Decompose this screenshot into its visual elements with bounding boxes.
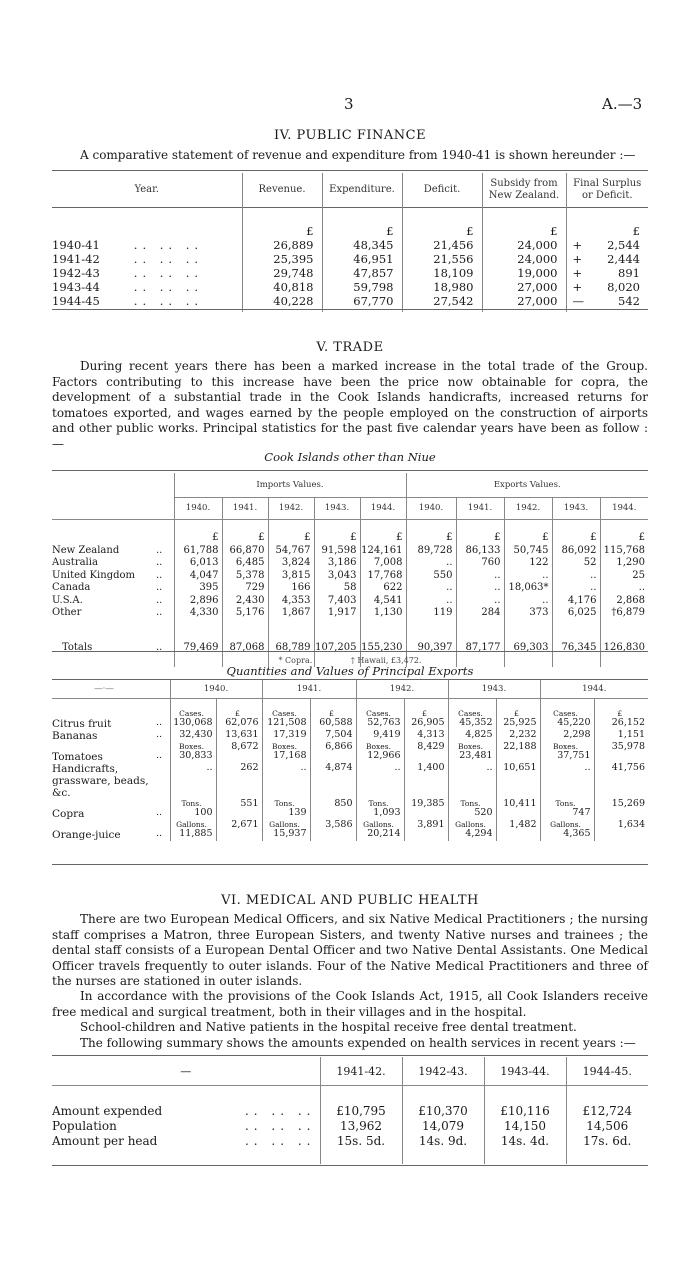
value-cell: 1,482 [496, 820, 540, 841]
export-value: 122 [504, 557, 552, 570]
col-revenue: Revenue. [242, 173, 322, 208]
quantity-cell: Boxes. 30,833 [170, 742, 216, 763]
col-final: Final Surplus or Deficit. [566, 173, 648, 208]
health-label: Amount expended [52, 1103, 163, 1118]
quantity-cell: Gallons. 4,365 [540, 820, 594, 841]
health-year-header: 1943-44. [484, 1057, 566, 1086]
currency-row: £ £ £ £ £ [52, 208, 648, 239]
export-value: 86,092 [552, 545, 600, 558]
import-value: 1,917 [314, 607, 360, 620]
value-cell: 3,891 [404, 820, 448, 841]
export-value: 115,768 [600, 545, 648, 558]
trade-row: U.S.A. .. 2,896 2,430 4,353 7,403 4,541 .. .. .. 4,176 2,868 [52, 595, 648, 608]
imports-year-header: 1941. [222, 497, 268, 519]
export-label: Handicrafts, grassware, beads, &c. [52, 762, 149, 799]
value-cell: 3,586 [310, 820, 356, 841]
table-rule [52, 170, 648, 171]
health-paragraph-1: There are two European Medical Officers, and six Native Medical Practitioners ; the nursing staff comprises a Matron, three European Sisters, and twenty Native nurses and trainees ; the dental staff consists of a European Dental Officer and two Native Dental Assistants. One Medical Officer travels frequently to outer islands. Four of the Native Medical Practitioners and three of the nurses are stationed in outer islands. [52, 912, 648, 988]
col-expenditure: Expenditure. [322, 173, 402, 208]
export-value: 550 [406, 570, 456, 583]
export-value: 18,063* [504, 582, 552, 595]
export-value: †6,879 [600, 607, 648, 620]
total-export: 126,830 [600, 632, 648, 655]
finance-row [52, 266, 648, 280]
value-cell: £ 62,076 [216, 709, 262, 730]
total-import: 87,068 [222, 632, 268, 655]
public-finance-table [52, 173, 648, 312]
subsidy-cell: 19,000 [482, 266, 566, 280]
value-cell: 7,504 [310, 730, 356, 742]
import-value: 91,598 [314, 545, 360, 558]
import-value: 5,378 [222, 570, 268, 583]
totals-label: Totals [62, 642, 93, 653]
value-cell: 4,313 [404, 730, 448, 742]
expenditure-cell: 46,951 [322, 252, 402, 266]
final-cell: — 542 [566, 294, 648, 308]
table-rule [52, 470, 648, 471]
export-value: .. [456, 595, 504, 608]
year-cell: 1941-42 .. .. .. [52, 252, 204, 266]
quantity-cell: .. [448, 763, 496, 799]
export-value: 760 [456, 557, 504, 570]
quantity-cell: Tons. 139 [262, 799, 310, 820]
import-value: 1,130 [360, 607, 406, 620]
exports-year-header: 1940. [170, 680, 262, 699]
health-value: £10,795 [320, 1104, 402, 1119]
page-number: 3 [344, 95, 354, 113]
imports-year-header: 1942. [268, 497, 314, 519]
quantity-cell: Boxes. 12,966 [356, 742, 404, 763]
quantity-cell: .. [540, 763, 594, 799]
exports-year-header: 1944. [540, 680, 648, 699]
subsidy-cell: 24,000 [482, 238, 566, 252]
value-cell: 13,631 [216, 730, 262, 742]
exports-year-header: 1941. [456, 497, 504, 519]
export-value: .. [600, 582, 648, 595]
health-value: 17s. 6d. [566, 1134, 648, 1149]
table-rule [52, 651, 648, 652]
import-value: 66,870 [222, 545, 268, 558]
year-cell: 1943-44 .. .. .. [52, 280, 204, 294]
export-row: Orange-juice .. Gallons. 11,885 2,671 Gallons. 15,937 3,586 Gallons. 20,214 3,891 Gallons. 4,294 1,482 Gallons. 4,365 1,634 [52, 820, 648, 841]
trade-row: Other .. 4,330 5,176 1,867 1,917 1,130 119 284 373 6,025 †6,879 [52, 607, 648, 620]
health-paragraph-3: School-children and Native patients in the hospital receive free dental treatment. [80, 1020, 577, 1034]
export-value: 4,176 [552, 595, 600, 608]
health-value: £10,370 [402, 1104, 484, 1119]
import-value: 4,330 [174, 607, 222, 620]
export-value: 52 [552, 557, 600, 570]
page-header [0, 95, 700, 115]
finance-row [52, 252, 648, 266]
quantity-cell: Cases. 121,508 [262, 709, 310, 730]
imports-year-header: 1940. [174, 497, 222, 519]
table-rule [52, 309, 648, 310]
import-value: 622 [360, 582, 406, 595]
value-cell: 19,385 [404, 799, 448, 820]
final-cell: + 2,444 [566, 252, 648, 266]
health-value: 14,506 [566, 1119, 648, 1134]
subsidy-cell: 27,000 [482, 294, 566, 308]
exports-header: Exports Values. [406, 473, 648, 497]
deficit-cell: 21,456 [402, 238, 482, 252]
table-rule [52, 864, 648, 865]
import-value: 6,485 [222, 557, 268, 570]
import-value: 6,013 [174, 557, 222, 570]
country-cell: U.S.A. [52, 594, 83, 606]
import-value: 17,768 [360, 570, 406, 583]
health-heading: VI. MEDICAL AND PUBLIC HEALTH [221, 893, 479, 908]
footnote-hawaii: † Hawaii, £3,472. [350, 656, 422, 665]
health-year-header: 1942-43. [402, 1057, 484, 1086]
value-cell: 8,429 [404, 742, 448, 763]
health-paragraph-2: In accordance with the provisions of the Cook Islands Act, 1915, all Cook Islanders receive free medical and surgical treatment, both in their villages and in the hospital. [52, 989, 648, 1019]
public-finance-heading: IV. PUBLIC FINANCE [273, 128, 427, 143]
total-export: 69,303 [504, 632, 552, 655]
import-value: 729 [222, 582, 268, 595]
value-cell: 1,634 [594, 820, 648, 841]
imports-year-header: 1943. [314, 497, 360, 519]
subsidy-cell: 27,000 [482, 280, 566, 294]
import-value: 7,008 [360, 557, 406, 570]
total-import: 68,789 [268, 632, 314, 655]
export-row: Copra .. Tons. 100 551 Tons. 139 850 Tons. 1,093 19,385 Tons. 520 10,411 Tons. 747 15,269 [52, 799, 648, 820]
total-import: 155,230 [360, 632, 406, 655]
revenue-cell: 25,395 [242, 252, 322, 266]
health-year-header: 1941-42. [320, 1057, 402, 1086]
value-cell: £ 25,925 [496, 709, 540, 730]
quantity-cell: Tons. 520 [448, 799, 496, 820]
import-value: 2,896 [174, 595, 222, 608]
health-label: Population [52, 1118, 117, 1133]
export-value: .. [456, 570, 504, 583]
imports-header: Imports Values. [174, 473, 406, 497]
health-value: 14s. 4d. [484, 1134, 566, 1149]
export-value: 284 [456, 607, 504, 620]
value-cell: 10,411 [496, 799, 540, 820]
import-value: 4,353 [268, 595, 314, 608]
import-value: 395 [174, 582, 222, 595]
trade-table [52, 473, 648, 667]
exports-year-header: 1941. [262, 680, 356, 699]
export-row: Citrus fruit .. Cases. 130,068 £ 62,076 Cases. 121,508 £ 60,588 Cases. 52,763 £ 26,905 Cases. 45,352 £ 25,925 Cases. 45,220 £ 26,152 [52, 709, 648, 730]
public-finance-intro: A comparative statement of revenue and expenditure from 1940-41 is shown hereunder :— [80, 148, 636, 162]
year-cell: 1940-41 .. .. .. [52, 238, 204, 252]
total-import: 107,205 [314, 632, 360, 655]
health-value: 14s. 9d. [402, 1134, 484, 1149]
value-cell: 8,672 [216, 742, 262, 763]
principal-exports-table: —·— 1940. 1941. 1942. 1943. 1944. Citrus fruit .. Cases. 130,068 £ 62,076 Cases. 121,508 £ 60,588 Cases. 52,763 £ 26,905 Cases. 45,352 £ 25,925 Cases. 45,220 £ 26,152 Bananas .. 32,430 13,631 17,319 7,504 9,419 4,313 4,825 2,232 2,298 1,151 Tomatoes .. Boxes. 30,833 8,672 Boxes. 17,168 6,866 Boxes. 12,966 8,429 Boxes. 23,481 22,188 Boxes. 37,751 35,978 Handicrafts, grassware, beads, &c. .. 262 .. 4,874 .. 1,400 .. 10,651 .. 41,756 Copra .. Tons. 100 551 Tons. 139 850 Tons. 1,093 19,385 Tons. 520 10,411 Tons. 747 15,269 Orange-juice .. Gallons. 11,885 2,671 Gallons. 15,937 3,586 Gallons. 20,214 3,891 Gallons. 4,294 1,482 Gallons. 4,365 1,634 [52, 680, 648, 841]
exports-year-header: 1942. [356, 680, 448, 699]
trade-table-title: Cook Islands other than Niue [264, 450, 436, 464]
export-value: .. [504, 570, 552, 583]
health-value: 15s. 5d. [320, 1134, 402, 1149]
quantity-cell: Cases. 52,763 [356, 709, 404, 730]
export-label: Orange-juice [52, 828, 121, 841]
quantity-cell: Gallons. 20,214 [356, 820, 404, 841]
export-value: 86,133 [456, 545, 504, 558]
quantity-cell: Boxes. 17,168 [262, 742, 310, 763]
currency-row: £ £ £ £ £ £ £ £ £ £ [52, 532, 648, 545]
import-value: 1,867 [268, 607, 314, 620]
value-cell: 10,651 [496, 763, 540, 799]
export-label: Bananas [52, 729, 98, 742]
deficit-cell: 27,542 [402, 294, 482, 308]
import-value: 4,541 [360, 595, 406, 608]
export-value: 25 [600, 570, 648, 583]
value-cell: 2,232 [496, 730, 540, 742]
export-row [52, 763, 648, 799]
exports-year-header: 1940. [406, 497, 456, 519]
health-value: £12,724 [566, 1104, 648, 1119]
country-cell: Canada [52, 582, 91, 593]
import-value: 3,824 [268, 557, 314, 570]
quantity-cell: Tons. 100 [170, 799, 216, 820]
export-value: 119 [406, 607, 456, 620]
value-cell: 6,866 [310, 742, 356, 763]
col-deficit: Deficit. [402, 173, 482, 208]
quantity-cell: Gallons. 15,937 [262, 820, 310, 841]
value-cell: £ 26,152 [594, 709, 648, 730]
page-reference: A.—3 [602, 95, 643, 113]
quantity-cell: Gallons. 4,294 [448, 820, 496, 841]
exports-table-title: Quantities and Values of Principal Exports [226, 664, 474, 678]
final-cell: + 8,020 [566, 280, 648, 294]
import-value: 5,176 [222, 607, 268, 620]
import-value: 166 [268, 582, 314, 595]
quantity-cell: 32,430 [170, 730, 216, 742]
import-value: 3,815 [268, 570, 314, 583]
export-value: 50,745 [504, 545, 552, 558]
quantity-cell: .. [170, 763, 216, 799]
trade-row: Canada .. 395 729 166 58 622 .. .. 18,063* .. .. [52, 582, 648, 595]
health-value: 14,150 [484, 1119, 566, 1134]
final-cell: + 2,544 [566, 238, 648, 252]
finance-row [52, 238, 648, 252]
revenue-cell: 40,228 [242, 294, 322, 308]
col-year: Year. [134, 184, 159, 195]
export-value: .. [552, 570, 600, 583]
quantity-cell: Cases. 130,068 [170, 709, 216, 730]
health-row: Population .. .. .. 13,962 14,079 14,150 14,506 [52, 1119, 648, 1134]
year-cell: 1942-43 .. .. .. [52, 266, 204, 280]
finance-row [52, 280, 648, 294]
export-value: .. [406, 595, 456, 608]
export-value: .. [456, 582, 504, 595]
quantity-cell: Cases. 45,352 [448, 709, 496, 730]
exports-year-header: 1942. [504, 497, 552, 519]
import-value: 124,161 [360, 545, 406, 558]
health-value: 14,079 [402, 1119, 484, 1134]
quantity-cell: Gallons. 11,885 [170, 820, 216, 841]
import-value: 3,043 [314, 570, 360, 583]
quantity-cell: 2,298 [540, 730, 594, 742]
trade-row: Australia .. 6,013 6,485 3,824 3,186 7,008 .. 760 122 52 1,290 [52, 557, 648, 570]
expenditure-cell: 59,798 [322, 280, 402, 294]
subsidy-cell: 24,000 [482, 252, 566, 266]
total-export: 76,345 [552, 632, 600, 655]
deficit-cell: 18,980 [402, 280, 482, 294]
export-label: Citrus fruit [52, 717, 112, 730]
value-cell: 4,874 [310, 763, 356, 799]
col-subsidy: Subsidy from New Zealand. [482, 173, 566, 208]
value-cell: 1,400 [404, 763, 448, 799]
country-cell: United Kingdom [52, 569, 135, 581]
table-rule [52, 1055, 648, 1056]
expenditure-cell: 67,770 [322, 294, 402, 308]
trade-row: United Kingdom .. 4,047 5,378 3,815 3,043 17,768 550 .. .. .. 25 [52, 570, 648, 583]
health-row: Amount per head .. .. .. 15s. 5d. 14s. 9d. 14s. 4d. 17s. 6d. [52, 1134, 648, 1149]
deficit-cell: 18,109 [402, 266, 482, 280]
table-rule [52, 1165, 648, 1166]
totals-row: Totals .. 79,469 87,068 68,789 107,205 155,230 90,397 87,177 69,303 76,345 126,830 [52, 632, 648, 655]
imports-year-header: 1944. [360, 497, 406, 519]
quantity-cell: Tons. 747 [540, 799, 594, 820]
import-value: 58 [314, 582, 360, 595]
health-value: £10,116 [484, 1104, 566, 1119]
quantity-cell: Boxes. 37,751 [540, 742, 594, 763]
total-export: 87,177 [456, 632, 504, 655]
revenue-cell: 40,818 [242, 280, 322, 294]
quantity-cell: 4,825 [448, 730, 496, 742]
col-label: — [180, 1064, 192, 1078]
country-cell: Australia [52, 557, 98, 568]
trade-paragraph: During recent years there has been a marked increase in the total trade of the Group. Factors contributing to this increase have been the price now obtainable for copra, the development of a substantial trade in the Cook Islands handicrafts, increased returns for tomatoes exported, and wages earned by the people employed on the construction of airports and other public works. Principal statistics for the past five calendar years have been as follow :— [52, 359, 648, 451]
quantity-cell: .. [356, 763, 404, 799]
value-cell: 2,671 [216, 820, 262, 841]
export-value: 373 [504, 607, 552, 620]
total-import: 79,469 [174, 632, 222, 655]
quantity-cell: Tons. 1,093 [356, 799, 404, 820]
health-label: Amount per head [52, 1133, 158, 1148]
quantity-cell: .. [262, 763, 310, 799]
revenue-cell: 26,889 [242, 238, 322, 252]
value-cell: 1,151 [594, 730, 648, 742]
export-row: Bananas .. 32,430 13,631 17,319 7,504 9,419 4,313 4,825 2,232 2,298 1,151 [52, 730, 648, 742]
health-year-header: 1944-45. [566, 1057, 648, 1086]
revenue-cell: 29,748 [242, 266, 322, 280]
export-value: 6,025 [552, 607, 600, 620]
value-cell: 551 [216, 799, 262, 820]
health-expenditure-table [52, 1057, 648, 1164]
value-cell: £ 60,588 [310, 709, 356, 730]
export-value: 89,728 [406, 545, 456, 558]
value-cell: 22,188 [496, 742, 540, 763]
export-value: .. [406, 557, 456, 570]
export-value: 2,868 [600, 595, 648, 608]
country-cell: New Zealand [52, 544, 120, 556]
import-value: 3,186 [314, 557, 360, 570]
quantity-cell: Cases. 45,220 [540, 709, 594, 730]
health-row: Amount expended .. .. .. £10,795 £10,370 £10,116 £12,724 [52, 1104, 648, 1119]
quantity-cell: Boxes. 23,481 [448, 742, 496, 763]
quantity-cell: 9,419 [356, 730, 404, 742]
health-value: 13,962 [320, 1119, 402, 1134]
expenditure-cell: 47,857 [322, 266, 402, 280]
exports-year-header: 1943. [448, 680, 540, 699]
total-export: 90,397 [406, 632, 456, 655]
value-cell: 15,269 [594, 799, 648, 820]
finance-row [52, 294, 648, 308]
quantity-cell: 17,319 [262, 730, 310, 742]
value-cell: 262 [216, 763, 262, 799]
expenditure-cell: 48,345 [322, 238, 402, 252]
export-label: Copra [52, 807, 85, 820]
value-cell: 850 [310, 799, 356, 820]
health-paragraph-4: The following summary shows the amounts expended on health services in recent years :— [80, 1036, 636, 1050]
export-value: 1,290 [600, 557, 648, 570]
footnote-copra: * Copra. [278, 656, 313, 665]
trade-row: New Zealand .. 61,788 66,870 54,767 91,598 124,161 89,728 86,133 50,745 86,092 115,768 [52, 545, 648, 558]
final-cell: + 891 [566, 266, 648, 280]
export-row: Tomatoes .. Boxes. 30,833 8,672 Boxes. 17,168 6,866 Boxes. 12,966 8,429 Boxes. 23,481 22,188 Boxes. 37,751 35,978 [52, 742, 648, 763]
deficit-cell: 21,556 [402, 252, 482, 266]
import-value: 61,788 [174, 545, 222, 558]
exports-year-header: 1943. [552, 497, 600, 519]
value-cell: £ 26,905 [404, 709, 448, 730]
country-cell: Other [52, 607, 82, 618]
export-value: .. [504, 595, 552, 608]
import-value: 2,430 [222, 595, 268, 608]
exports-year-header: 1944. [600, 497, 648, 519]
export-value: .. [552, 582, 600, 595]
value-cell: 35,978 [594, 742, 648, 763]
import-value: 7,403 [314, 595, 360, 608]
import-value: 4,047 [174, 570, 222, 583]
export-label: Tomatoes [52, 750, 103, 763]
year-cell: 1944-45 .. .. .. [52, 294, 204, 308]
export-value: .. [406, 582, 456, 595]
trade-heading: V. TRADE [316, 340, 384, 355]
import-value: 54,767 [268, 545, 314, 558]
value-cell: 41,756 [594, 763, 648, 799]
